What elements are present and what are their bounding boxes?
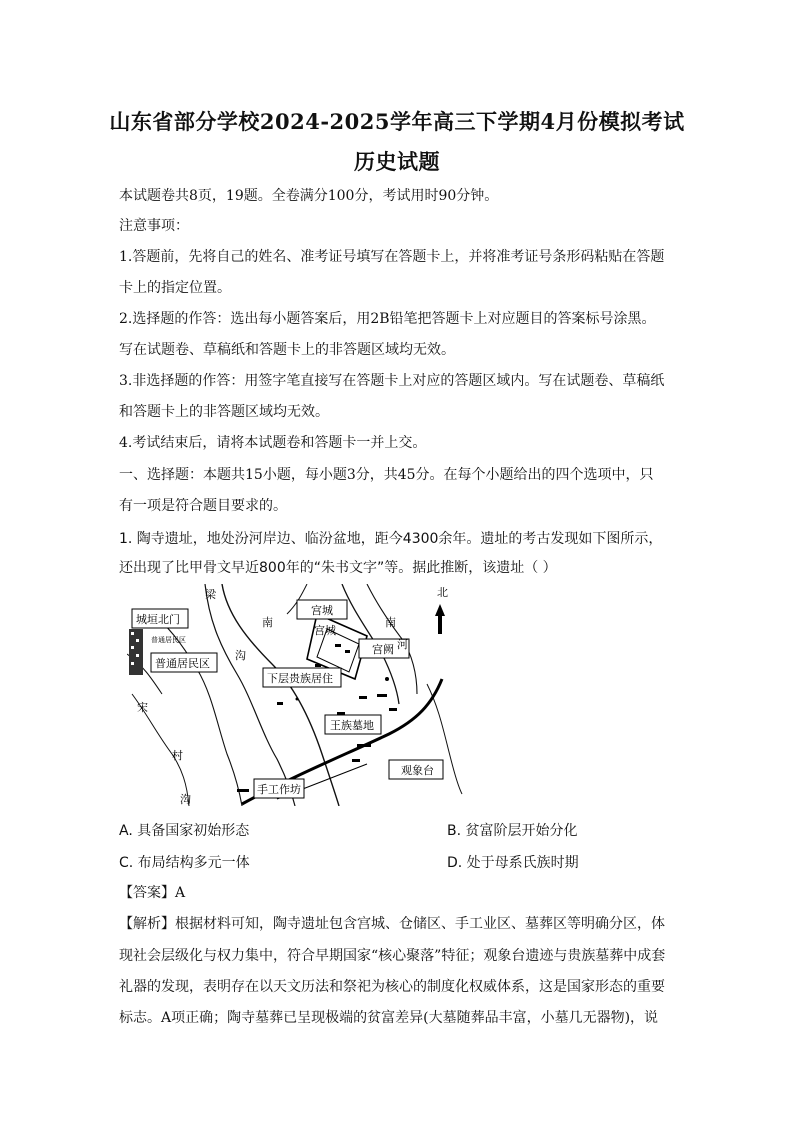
analysis-line: 礼器的发现，表明存在以天文历法和祭祀为核心的制度化权威体系，这是国家形态的重要 xyxy=(119,979,665,995)
answer-value: A xyxy=(175,885,186,901)
river-label: 南 xyxy=(385,616,396,629)
analysis-line xyxy=(119,914,679,934)
section-heading-line: 有一项是符合题目要求的。 xyxy=(119,498,287,514)
analysis-line: 标志。A项正确；陶寺墓葬已呈现极端的贫富差异(大墓随葬品丰富，小墓几无器物)，说 xyxy=(119,1010,659,1026)
paper-subtitle: 历史试题 xyxy=(354,149,440,174)
label-text: 下层贵族居住 xyxy=(267,672,333,685)
river-label: 沟 xyxy=(180,793,191,806)
section-heading-line: 一、选择题：本题共15小题，每小题3分，共45分。在每个小题给出的四个选项中，只 xyxy=(119,467,654,483)
label-text: 城垣北门 xyxy=(136,613,180,626)
label-text: 普通居民区 xyxy=(155,657,210,670)
river-label: 宋 xyxy=(137,701,148,714)
question-stem-line: 还出现了比甲骨文早近800年的“朱书文字”等。据此推断，该遗址（ ） xyxy=(119,560,557,576)
analysis-line: 现社会层级化与权力集中，符合早期国家“核心聚落”特征；观象台遗迹与贵族墓葬中成套 xyxy=(119,948,666,964)
label-text: 手工作坊 xyxy=(257,783,301,796)
label-lower-noble xyxy=(263,668,341,687)
note-line: 卡上的指定位置。 xyxy=(119,280,231,296)
option-c: C. 布局结构多元一体 xyxy=(119,855,250,871)
label-text: 王族墓地 xyxy=(330,719,374,732)
note-line: 1.答题前，先将自己的姓名、准考证号填写在答题卡上，并将准考证号条形码粘贴在答题 xyxy=(119,249,665,265)
notes-heading: 注意事项： xyxy=(119,218,189,234)
small-map-text: 普通居民区 xyxy=(151,636,186,644)
paper-title: 山东省部分学校2024-2025学年高三下学期4月份模拟考试 xyxy=(109,109,685,134)
label-palace-city xyxy=(297,600,347,619)
label-text: 宫阙 xyxy=(372,643,394,656)
label-royal-tomb xyxy=(325,715,381,734)
palace-city-inner-label: 宫城 xyxy=(314,624,336,637)
label-text: 宫城 xyxy=(311,604,333,617)
note-line: 写在试题卷、草稿纸和答题卡上的非答题区域均无效。 xyxy=(119,342,455,358)
analysis-text: 根据材料可知，陶寺遗址包含宫城、仓储区、手工业区、墓葬区等明确分区，体 xyxy=(175,916,665,932)
note-line: 4.考试结束后，请将本试题卷和答题卡一并上交。 xyxy=(119,435,427,451)
analysis-label: 【解析】 xyxy=(119,916,175,932)
river-label: 梁 xyxy=(205,588,216,601)
answer-label: 【答案】 xyxy=(119,885,175,901)
note-line: 和答题卡上的非答题区域均无效。 xyxy=(119,404,329,420)
river-label: 村 xyxy=(172,749,183,762)
river-label: 河 xyxy=(397,638,408,651)
note-line: 3.非选择题的作答：用签字笔直接写在答题卡上对应的答题区域内。写在试题卷、草稿纸 xyxy=(119,373,665,389)
label-city-wall-north-gate xyxy=(132,609,188,628)
label-text: 观象台 xyxy=(401,764,434,777)
note-line: 2.选择题的作答：选出每小题答案后，用2B铅笔把答题卡上对应题目的答案标号涂黑。 xyxy=(119,311,656,327)
answer-line xyxy=(119,883,679,903)
intro-text: 本试题卷共8页，19题。全卷满分100分，考试用时90分钟。 xyxy=(119,188,499,204)
label-observatory xyxy=(389,760,443,779)
option-b: B. 贫富阶层开始分化 xyxy=(447,823,578,839)
label-workshop xyxy=(254,779,304,798)
river-label: 沟 xyxy=(235,649,246,662)
north-label: 北 xyxy=(437,586,448,599)
taosi-site-map xyxy=(127,584,463,806)
river-label: 南 xyxy=(262,616,273,629)
question-stem-line: 1. 陶寺遗址，地处汾河岸边、临汾盆地，距今4300余年。遗址的考古发现如下图所示， xyxy=(119,531,663,547)
label-residential xyxy=(151,653,217,672)
option-d: D. 处于母系氏族时期 xyxy=(447,855,579,871)
option-a: A. 具备国家初始形态 xyxy=(119,823,250,839)
